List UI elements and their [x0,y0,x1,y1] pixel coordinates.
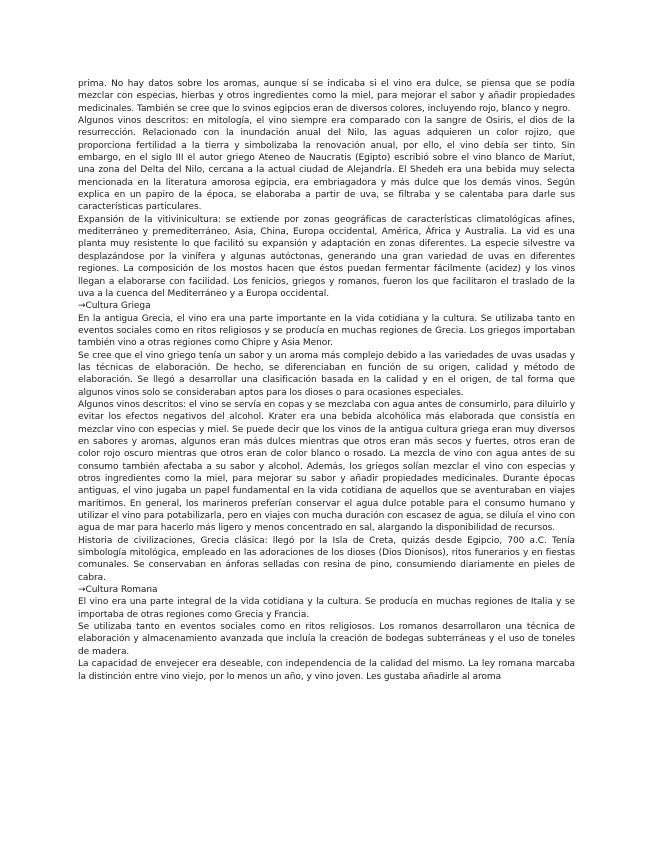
paragraph-roman-intro: El vino era una parte integral de la vida cotidiana y la cultura. Se producía en muchas regiones de Italia y se importaba de otras regiones como Grecia y Francia. [78,597,575,620]
section-heading-roman-culture: →Cultura Romana [78,585,158,596]
paragraph-greek-wines-described: Algunos vinos descritos: el vino se servía en copas y se mezclaba con agua antes de consumirlo, para diluirlo y evitar los efectos negativos del alcohol. Krater era una bebida alcohólica más elaborada que consistía en mezclar vino con especias y miel. Se puede decir que los vinos de la antigua cultura griega eran muy diversos en sabores y aromas, algunos eran más dulces mientras que otros eran más secos y fuertes, otros eran de color rojo oscuro mientras que otros eran de color blanco o rosado. La mezcla de vino con agua antes de su consumo también afectaba a su sabor y alcohol. Además, los griegos solían mezclar el vino con especias y otros ingredientes como la miel, para mejorar su sabor y añadir propiedades medicinales. Durante épocas antiguas, el vino jugaba un papel fundamental en la vida cotidiana de aquellos que se aventuraban en viajes marítimos. En general, los marineros preferían conservar el agua dulce potable para el consumo humano y utilizar el vino para potabilizarla, pero en viajes con mucha duración con escasez de agua, se diluía el vino con agua de mar para hacerlo más ligero y menos concentrado en sal, alargando la disponibilidad de recursos. [78,399,575,534]
section-heading-greek-culture: →Cultura Griega [78,301,151,312]
paragraph-egyptian-wine-close: prima. No hay datos sobre los aromas, aunque sí se indicaba si el vino era dulce, se piensa que se podía mezclar con especias, hierbas y otros ingredientes como la miel, para mejorar el sabor y añadir propiedades medicinales. También se cree que lo svinos egipcios eran de diversos colores, incluyendo rojo, blanco y negro. [78,79,575,114]
paragraph-roman-techniques: Se utilizaba tanto en eventos sociales como en ritos religiosos. Los romanos desarrollaron una técnica de elaboración y almacenamiento avanzada que incluía la creación de bodegas subterráneas y el uso de toneles de madera. [78,622,575,657]
paragraph-viticulture-expansion: Expansión de la vitivinicultura: se extiende por zonas geográficas de características climatológicas afines, mediterráneo y premediterráneo, Asia, China, Europa occidental, América, África y Australia. La vid es una planta muy resistente lo que facilitó su expansión y adaptación en zonas diferentes. La especie silvestre va desplazándose por la vinífera y algunas autóctonas, generando una gran variedad de uvas en diferentes regiones. La composición de los mostos hacen que éstos puedan fermentar fácilmente (acidez) y los vinos llegan a elaborarse con facilidad. Los fenicios, griegos y romanos, fueron los que facilitaron el traslado de la uva a la cuenca del Mediterráneo y a Europa occidental. [78,214,575,299]
paragraph-egyptian-wines-described: Algunos vinos descritos: en mitología, el vino siempre era comparado con la sangre de Osiris, el dios de la resurrección. Relacionado con la inundación anual del Nilo, las aguas adquieren un color rojizo, que proporciona fertilidad a la tierra y simbolizaba la renovación anual, por ello, el vino debía ser tinto. Sin embargo, en el siglo III el autor griego Ateneo de Naucratis (Egipto) escribió sobre el vino blanco de Mariut, una zona del Delta del Nilo, cercana a la actual ciudad de Alejandría. El Shedeh era una bebida muy selecta mencionada en la literatura amorosa egipcia, era embriagadora y más dulce que los demás vinos. Según explica en un papiro de la época, se elaboraba a partir de uva, se filtraba y se calentaba para darle sus características particulares. [78,116,575,213]
document-page [78,78,575,683]
paragraph-greek-history: Historia de civilizaciones, Grecia clásica: llegó por la Isla de Creta, quizás desde Egipcio, 700 a.C. Tenía simbología mitológica, empleado en las adoraciones de los dioses (Dios Dionisos), ritos funerarios y en fiestas comunales. Se conservaban en ánforas selladas con resina de pino, consumiendo diariamente en pieles de cabra. [78,535,575,583]
paragraph-greek-intro: En la antigua Grecia, el vino era una parte importante en la vida cotidiana y la cultura. Se utilizaba tanto en eventos sociales como en ritos religiosos y se producía en muchas regiones de Grecia. Los griegos importaban también vino a otras regiones como Chipre y Asia Menor. [78,313,575,349]
paragraph-greek-flavor: Se cree que el vino griego tenía un sabor y un aroma más complejo debido a las variedades de uvas usadas y las técnicas de elaboración. De hecho, se diferenciaban en función de su origen, calidad y método de elaboración. Se llegó a desarrollar una clasificación basada en la calidad y en el origen, de tal forma que algunos vinos solo se consideraban aptos para los dioses o para ocasiones especiales. [78,350,575,398]
paragraph-roman-aging: La capacidad de envejecer era deseable, con independencia de la calidad del mismo. La ley romana marcaba la distinción entre vino viejo, por lo menos un año, y vino joven. Les gustaba añadirle al aroma [78,659,575,682]
